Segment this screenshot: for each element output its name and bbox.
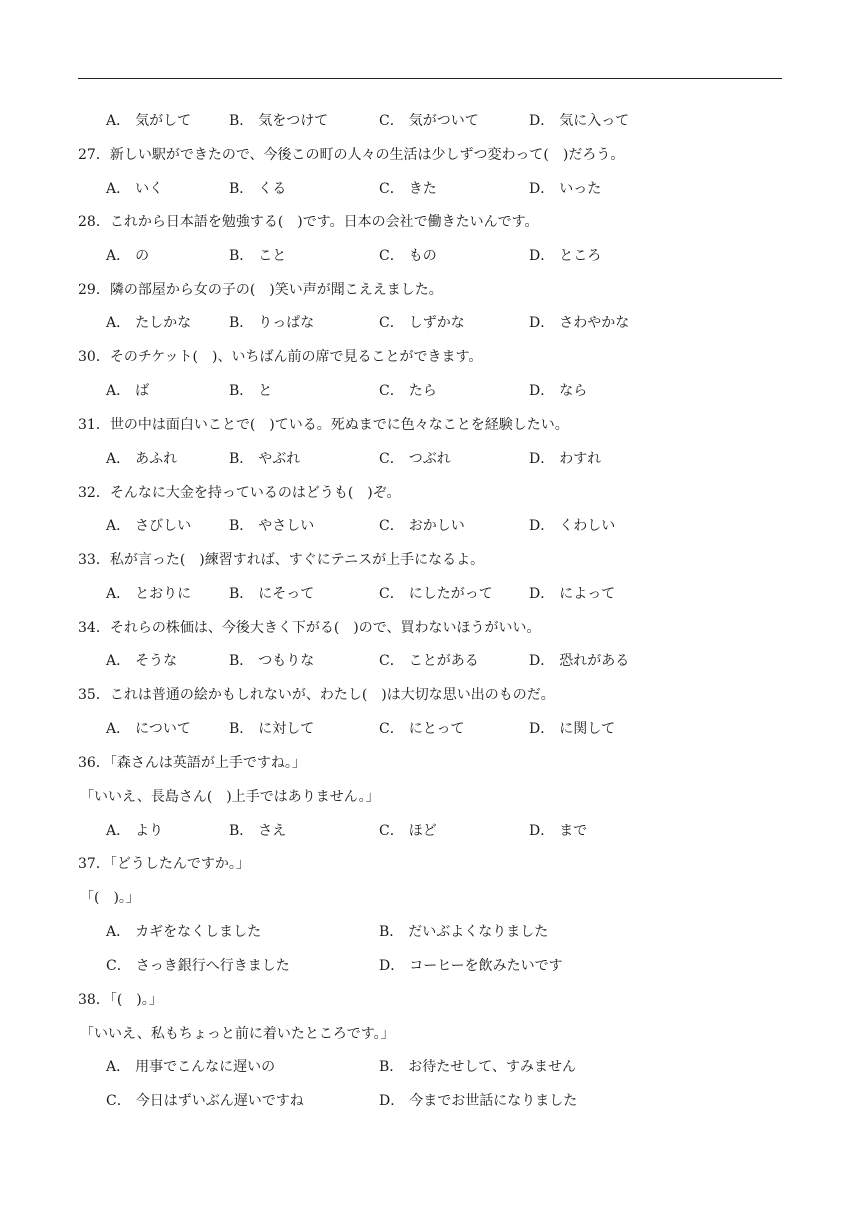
option-key: B． bbox=[229, 586, 254, 602]
answer-option bbox=[229, 314, 314, 332]
option-key: A． bbox=[106, 451, 131, 467]
option-text: やさしい bbox=[258, 518, 315, 534]
answer-option bbox=[229, 720, 314, 738]
answer-option bbox=[106, 822, 163, 840]
answer-option bbox=[379, 1058, 576, 1076]
option-text: にしたがって bbox=[408, 586, 493, 602]
option-text: より bbox=[135, 823, 164, 839]
option-key: A． bbox=[106, 1059, 131, 1075]
option-text: ことがある bbox=[408, 653, 479, 669]
option-text: 恐れがある bbox=[559, 653, 630, 669]
option-key: D． bbox=[529, 383, 555, 399]
option-text: 気がついて bbox=[408, 113, 479, 129]
answer-option bbox=[106, 517, 191, 535]
dialog-line: 「( )。」 bbox=[80, 890, 140, 906]
option-key: D． bbox=[529, 518, 555, 534]
option-text: お待たせして、すみません bbox=[408, 1059, 577, 1075]
option-text: にとって bbox=[408, 721, 465, 737]
answer-option bbox=[379, 247, 437, 265]
option-key: B． bbox=[379, 1059, 404, 1075]
option-text: くわしい bbox=[559, 518, 616, 534]
option-key: A． bbox=[106, 518, 131, 534]
option-key: A． bbox=[106, 248, 131, 264]
option-text: しずかな bbox=[408, 315, 465, 331]
option-key: C． bbox=[379, 113, 404, 129]
answer-option bbox=[106, 1058, 275, 1076]
answer-option bbox=[229, 652, 314, 670]
option-text: ほど bbox=[408, 823, 437, 839]
answer-option bbox=[229, 180, 286, 198]
option-key: A． bbox=[106, 924, 131, 940]
question-stem: 27．新しい駅ができたので、今後この町の人々の生活は少しずつ変わって( )だろう。 bbox=[78, 147, 625, 163]
dialog-line: 「いいえ、長島さん( )上手ではありません。」 bbox=[80, 789, 380, 805]
option-text: こと bbox=[258, 248, 287, 264]
option-text: たしかな bbox=[135, 315, 192, 331]
answer-option bbox=[529, 180, 601, 198]
answer-option bbox=[379, 1092, 577, 1110]
option-text: 気に入って bbox=[559, 113, 630, 129]
answer-option bbox=[106, 314, 191, 332]
answer-option bbox=[379, 923, 548, 941]
option-text: りっぱな bbox=[258, 315, 315, 331]
option-key: C． bbox=[379, 518, 404, 534]
option-key: C． bbox=[379, 653, 404, 669]
answer-option bbox=[379, 585, 493, 603]
question-stem: 32．そんなに大金を持っているのはどうも( )ぞ。 bbox=[78, 485, 401, 501]
option-key: C． bbox=[379, 823, 404, 839]
option-text: 用事でこんなに遅いの bbox=[135, 1059, 276, 1075]
option-key: C． bbox=[379, 315, 404, 331]
answer-option bbox=[106, 1092, 304, 1110]
question-stem: 31．世の中は面白いことで( )ている。死ぬまでに色々なことを経験したい。 bbox=[78, 417, 569, 433]
question-stem: 35．これは普通の絵かもしれないが、わたし( )は大切な思い出のものだ。 bbox=[78, 687, 555, 703]
option-key: D． bbox=[529, 248, 555, 264]
option-text: さわやかな bbox=[559, 315, 630, 331]
option-text: カギをなくしました bbox=[135, 924, 262, 940]
answer-option bbox=[106, 180, 163, 198]
option-text: もの bbox=[408, 248, 437, 264]
option-key: B． bbox=[229, 721, 254, 737]
answer-option bbox=[529, 247, 601, 265]
answer-option bbox=[529, 314, 629, 332]
answer-option bbox=[529, 652, 629, 670]
option-key: C． bbox=[106, 958, 131, 974]
option-key: A． bbox=[106, 315, 131, 331]
option-text: と bbox=[258, 383, 273, 399]
option-key: A． bbox=[106, 113, 131, 129]
option-text: 気をつけて bbox=[258, 113, 329, 129]
answer-option bbox=[379, 517, 465, 535]
answer-option bbox=[379, 112, 479, 130]
option-key: D． bbox=[529, 451, 555, 467]
question-stem: 29．隣の部屋から女の子の( )笑い声が聞こええました。 bbox=[78, 282, 443, 298]
option-text: に関して bbox=[559, 721, 616, 737]
option-text: そうな bbox=[135, 653, 178, 669]
answer-option bbox=[529, 450, 601, 468]
answer-option bbox=[529, 585, 615, 603]
option-text: の bbox=[135, 248, 150, 264]
option-key: C． bbox=[106, 1093, 131, 1109]
option-key: D． bbox=[529, 653, 555, 669]
answer-option bbox=[529, 517, 615, 535]
option-text: コーヒーを飲みたいです bbox=[409, 958, 563, 974]
question-stem: 38．「( )。」 bbox=[78, 992, 163, 1008]
answer-option bbox=[229, 247, 286, 265]
option-text: 今までお世話になりました bbox=[409, 1093, 578, 1109]
option-text: きた bbox=[408, 181, 437, 197]
option-text: にそって bbox=[258, 586, 315, 602]
option-key: C． bbox=[379, 586, 404, 602]
option-key: A． bbox=[106, 823, 131, 839]
option-key: B． bbox=[229, 248, 254, 264]
option-key: A． bbox=[106, 721, 131, 737]
option-key: A． bbox=[106, 653, 131, 669]
option-text: だいぶよくなりました bbox=[408, 924, 549, 940]
option-key: A． bbox=[106, 383, 131, 399]
answer-option bbox=[529, 112, 629, 130]
answer-option bbox=[379, 382, 437, 400]
answer-option bbox=[106, 382, 149, 400]
option-key: C． bbox=[379, 721, 404, 737]
option-text: なら bbox=[559, 383, 588, 399]
answer-option bbox=[379, 652, 479, 670]
option-text: いく bbox=[135, 181, 164, 197]
answer-option bbox=[379, 822, 437, 840]
option-key: C． bbox=[379, 383, 404, 399]
option-key: B． bbox=[229, 315, 254, 331]
answer-option bbox=[379, 450, 451, 468]
option-key: A． bbox=[106, 586, 131, 602]
answer-option bbox=[106, 112, 191, 130]
dialog-line: 「いいえ、私もちょっと前に着いたところです。」 bbox=[80, 1026, 395, 1042]
option-key: C． bbox=[379, 451, 404, 467]
answer-option bbox=[529, 822, 587, 840]
option-key: B． bbox=[229, 451, 254, 467]
answer-option bbox=[229, 517, 314, 535]
option-text: あふれ bbox=[135, 451, 178, 467]
option-text: ところ bbox=[559, 248, 602, 264]
option-text: まで bbox=[559, 823, 588, 839]
option-key: B． bbox=[229, 518, 254, 534]
option-key: B． bbox=[379, 924, 404, 940]
option-key: B． bbox=[229, 113, 254, 129]
option-key: D． bbox=[379, 1093, 405, 1109]
option-text: について bbox=[135, 721, 191, 737]
answer-option bbox=[379, 720, 464, 738]
answer-option bbox=[379, 180, 437, 198]
question-stem: 37．「どうしたんですか。」 bbox=[78, 856, 250, 872]
option-text: いった bbox=[559, 181, 602, 197]
option-key: D． bbox=[529, 113, 555, 129]
answer-option bbox=[106, 585, 191, 603]
option-text: やぶれ bbox=[258, 451, 301, 467]
option-text: によって bbox=[559, 586, 616, 602]
option-key: B． bbox=[229, 181, 254, 197]
question-stem: 33．私が言った( )練習すれば、すぐにテニスが上手になるよ。 bbox=[78, 552, 485, 568]
option-key: C． bbox=[379, 248, 404, 264]
answer-option bbox=[379, 957, 563, 975]
answer-option bbox=[229, 450, 300, 468]
option-text: ば bbox=[135, 383, 150, 399]
option-key: D． bbox=[379, 958, 405, 974]
option-key: B． bbox=[229, 653, 254, 669]
option-key: C． bbox=[379, 181, 404, 197]
answer-option bbox=[106, 957, 290, 975]
answer-option bbox=[529, 720, 615, 738]
answer-option bbox=[106, 652, 177, 670]
answer-option bbox=[106, 720, 191, 738]
question-stem: 30．そのチケット( )、いちばん前の席で見ることができます。 bbox=[78, 349, 483, 365]
option-key: D． bbox=[529, 823, 555, 839]
option-key: D． bbox=[529, 721, 555, 737]
answer-option bbox=[529, 382, 587, 400]
option-text: さびしい bbox=[135, 518, 192, 534]
answer-option bbox=[106, 247, 149, 265]
option-text: さえ bbox=[258, 823, 287, 839]
option-text: 今日はずいぶん遅いですね bbox=[135, 1093, 304, 1109]
header-rule bbox=[78, 78, 782, 79]
option-key: D． bbox=[529, 586, 555, 602]
option-text: たら bbox=[408, 383, 437, 399]
answer-option bbox=[379, 314, 465, 332]
answer-option bbox=[229, 585, 314, 603]
option-text: とおりに bbox=[135, 586, 192, 602]
question-stem: 34．それらの株価は、今後大きく下がる( )ので、買わないほうがいい。 bbox=[78, 620, 541, 636]
answer-option bbox=[229, 822, 286, 840]
option-key: B． bbox=[229, 383, 254, 399]
option-text: 気がして bbox=[135, 113, 192, 129]
option-key: D． bbox=[529, 315, 555, 331]
option-key: D． bbox=[529, 181, 555, 197]
option-text: つもりな bbox=[258, 653, 315, 669]
question-stem: 28．これから日本語を勉強する( )です。日本の会社で働きたいんです。 bbox=[78, 214, 539, 230]
option-text: さっき銀行へ行きました bbox=[135, 958, 290, 974]
answer-option bbox=[229, 382, 272, 400]
option-key: A． bbox=[106, 181, 131, 197]
option-text: に対して bbox=[258, 721, 315, 737]
option-key: B． bbox=[229, 823, 254, 839]
option-text: わすれ bbox=[559, 451, 602, 467]
option-text: つぶれ bbox=[408, 451, 451, 467]
answer-option bbox=[106, 450, 177, 468]
answer-option bbox=[229, 112, 328, 130]
option-text: おかしい bbox=[408, 518, 465, 534]
option-text: くる bbox=[258, 181, 287, 197]
question-stem: 36．「森さんは英語が上手ですね。」 bbox=[78, 755, 306, 771]
answer-option bbox=[106, 923, 261, 941]
